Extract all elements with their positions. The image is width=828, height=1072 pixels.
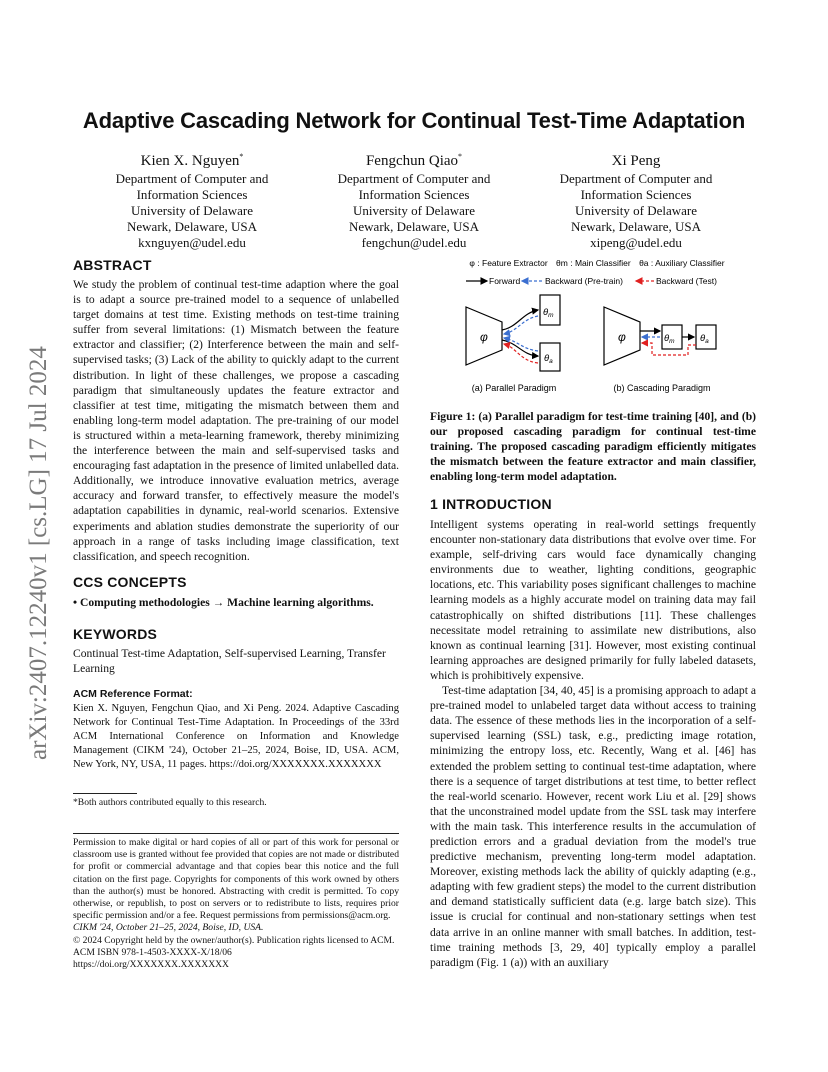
author-dept: Information Sciences — [580, 187, 692, 202]
author-location: Newark, Delaware, USA — [127, 219, 257, 234]
intro-paragraph-1: Intelligent systems operating in real-world settings frequently encounter non-stationary data distributions that evolve over time. For example, self-driving cars would face dynamically changing environments due to weather, lighting conditions, geographic locations, etc. This variability poses significant challenges to machine learning models as a highly accurate model on training data may fail catastrophically on shifted distributions [11]. These challenges necessitate model retraining to assimilate new distributions, also known as continual learning [31]. However, most existing continual learning approaches are designed primarily for fully labeled datasets, which is prohibitively expensive. — [430, 518, 756, 682]
copyright-line: © 2024 Copyright held by the owner/author(s). Publication rights licensed to ACM. — [73, 934, 395, 946]
author-email[interactable]: kxnguyen@udel.edu — [138, 235, 246, 250]
arxiv-stamp — [14, 295, 54, 765]
acm-ref-heading: ACM Reference Format: — [73, 688, 193, 700]
introduction-section — [430, 496, 756, 970]
legend-back-pretrain: Backward (Pre-train) — [545, 276, 623, 286]
phi-label-b: φ — [618, 330, 626, 344]
forward-arrow-a1 — [502, 310, 538, 330]
legend-symbols — [469, 258, 724, 268]
author-email[interactable]: fengchun@udel.edu — [361, 235, 467, 250]
author-dept: Department of Computer and — [115, 171, 269, 186]
isbn-line: ACM ISBN 978-1-4503-XXXX-X/18/06 — [73, 946, 232, 958]
abstract-text: We study the problem of continual test-time adaption where the goal is to adapt a source pre-trained model to a sequence of unlabelled target domains at test time. Existing methods on test-time training suffer from several limitations: (1) Mismatch between the feature extractor and classifier; (2) Interference between the main and self-supervised tasks; (3) Lack of the ability to quickly adapt to the current distribution. In light of these challenges, we propose a cascading paradigm that simultaneously updates the feature extractor and classifier at test time, mitigating the mismatch between them and enabling long-term model adaptation. The pre-training of our model is structured within a meta-learning framework, thereby minimizing the interference between the main and self-supervised tasks and encouraging fast adaptation in the presence of limited unlabelled data. Additionally, we introduce innovative evaluation metrics, average accuracy and forward transfer, to effectively measure the model's adaptation capabilities in dynamic, real-world scenarios. Extensive experiments and ablation studies demonstrate the superiority of our approach in a range of tasks including image classification, text classification, and speech recognition. — [73, 278, 399, 563]
author-university: University of Delaware — [352, 203, 475, 218]
doi-line[interactable]: https://doi.org/XXXXXXX.XXXXXXX — [73, 959, 229, 971]
author-dept: Information Sciences — [136, 187, 248, 202]
author-dept: Department of Computer and — [337, 171, 491, 186]
theta-m-label-a: $\theta_m$ — [543, 307, 554, 319]
author-name: Kien X. Nguyen — [140, 153, 240, 169]
author-name: Xi Peng — [611, 153, 661, 169]
arxiv-id: arXiv:2407.12240v1 [cs.LG] 17 Jul 2024 — [25, 346, 52, 760]
ccs-text: • Computing methodologies → Machine learning algorithms. — [73, 596, 374, 609]
author-mark: * — [239, 152, 244, 161]
footnote-rule — [73, 793, 137, 794]
permission-rule — [73, 833, 399, 834]
author-mark: * — [458, 152, 463, 161]
abstract-heading: ABSTRACT — [73, 257, 152, 273]
author-block-2 — [304, 147, 524, 251]
paper-title: Adaptive Cascading Network for Continual Test-Time Adaptation — [82, 108, 746, 133]
author-dept: Information Sciences — [358, 187, 470, 202]
legend-phi: φ : Feature Extractor — [469, 258, 548, 268]
legend-theta-m: θm : Main Classifier — [556, 258, 631, 268]
aux-classifier-b — [696, 325, 716, 349]
legend-back-test: Backward (Test) — [656, 276, 717, 286]
intro-paragraph-2: Test-time adaptation [34, 40, 45] is a promising approach to adapt a pre-trained model to unlabeled target data without access to training data. The essence of these methods lies in the incorporation of a self-supervised learning (SSL) task, e.g., predicting image rotation, minimizing the entropy loss, etc. Recently, Wang et al. [46] has extended the problem setting to continual test-time adaptation, where there is a sequence of target distributions at test time, to better reflect the real-world scenario. However, recent work Liu et al. [29] shows that the unconstrained model update from the SSL task may interfere with the main task. This interference results in the accumulation of prediction errors and a gradual deviation from the model's true predictive mechanism, preventing long-term model adaptation. Moreover, existing methods lack the ability of quickly adapting (e.g., adapting with few gradient steps) the model to the current distribution and demand statistically sufficient data (e.g. large batch size). This issue is crucial for continual and non-stationary settings when test data arrive in an online manner with small batches. In addition, test-time training methods [3, 29, 40] typically employ a parallel paradigm (Fig. 1 (a)) with an auxiliary — [430, 684, 756, 969]
permission-block — [73, 837, 399, 971]
author-university: University of Delaware — [574, 203, 697, 218]
author-dept: Department of Computer and — [559, 171, 713, 186]
aux-classifier-a — [540, 343, 560, 371]
theta-a-label-b: $\theta_a$ — [700, 333, 709, 345]
author-university: University of Delaware — [130, 203, 253, 218]
figure-caption: Figure 1: (a) Parallel paradigm for test-time training [40], and (b) our proposed cascading paradigm for continual test-time training. The proposed cascading paradigm efficiently mitigates the mismatch between the feature extractor and main classifier, enabling long-term model adaptation. — [430, 410, 756, 484]
forward-arrow-a2 — [502, 340, 538, 356]
author-block-3 — [526, 147, 746, 251]
keywords-text: Continual Test-time Adaptation, Self-supervised Learning, Transfer Learning — [73, 647, 386, 676]
figure-caption-block — [430, 409, 756, 484]
figure-1 — [452, 255, 742, 405]
legend-theta-a: θa : Auxiliary Classifier — [639, 258, 725, 268]
legend-forward: Forward — [489, 276, 521, 286]
subcaption-b: (b) Cascading Paradigm — [613, 383, 711, 393]
keywords-section — [73, 626, 399, 676]
author-name: Fengchun Qiao — [365, 153, 459, 169]
subcaption-a: (a) Parallel Paradigm — [471, 383, 557, 393]
permission-text: Permission to make digital or hard copies of all or part of this work for personal or classroom use is granted without fee provided that copies are not made or distributed for profit or commercial advantage and that copies bear this notice and the full citation on the first page. Copyrights for components of this work owned by others than the author(s) must be honored. Abstracting with credit is permitted. To copy otherwise, or republish, to post on servers or to redistribute to lists, requires prior specific permission and/or a fee. Request permissions from permissions@acm.org. — [73, 837, 399, 922]
acm-ref-text: Kien X. Nguyen, Fengchun Qiao, and Xi Peng. 2024. Adaptive Cascading Network for Continual Test-Time Adaptation. In Proceedings of the 33rd ACM International Conference on Information and Knowledge Management (CIKM '24), October 21–25, 2024, Boise, ID, USA. ACM, New York, NY, USA, 11 pages. https://doi.org/XXXXXXX.XXXXXXX — [73, 703, 399, 770]
author-location: Newark, Delaware, USA — [571, 219, 701, 234]
ccs-heading: CCS CONCEPTS — [73, 574, 187, 590]
footnote: *Both authors contributed equally to this research. — [73, 797, 267, 808]
test-arrow-a — [504, 344, 538, 363]
conference-line: CIKM '24, October 21–25, 2024, Boise, ID, USA. — [73, 922, 264, 934]
theta-m-label-b: $\theta_m$ — [664, 333, 675, 345]
acm-reference — [73, 688, 399, 772]
theta-a-label-a: $\theta_a$ — [544, 353, 553, 365]
ccs-section — [73, 574, 399, 610]
author-email[interactable]: xipeng@udel.edu — [590, 235, 682, 250]
author-location: Newark, Delaware, USA — [349, 219, 479, 234]
author-block-1 — [82, 147, 302, 251]
keywords-heading: KEYWORDS — [73, 626, 158, 642]
intro-heading: 1 INTRODUCTION — [430, 496, 552, 512]
abstract-section — [73, 257, 399, 564]
phi-label-a: φ — [480, 330, 488, 344]
